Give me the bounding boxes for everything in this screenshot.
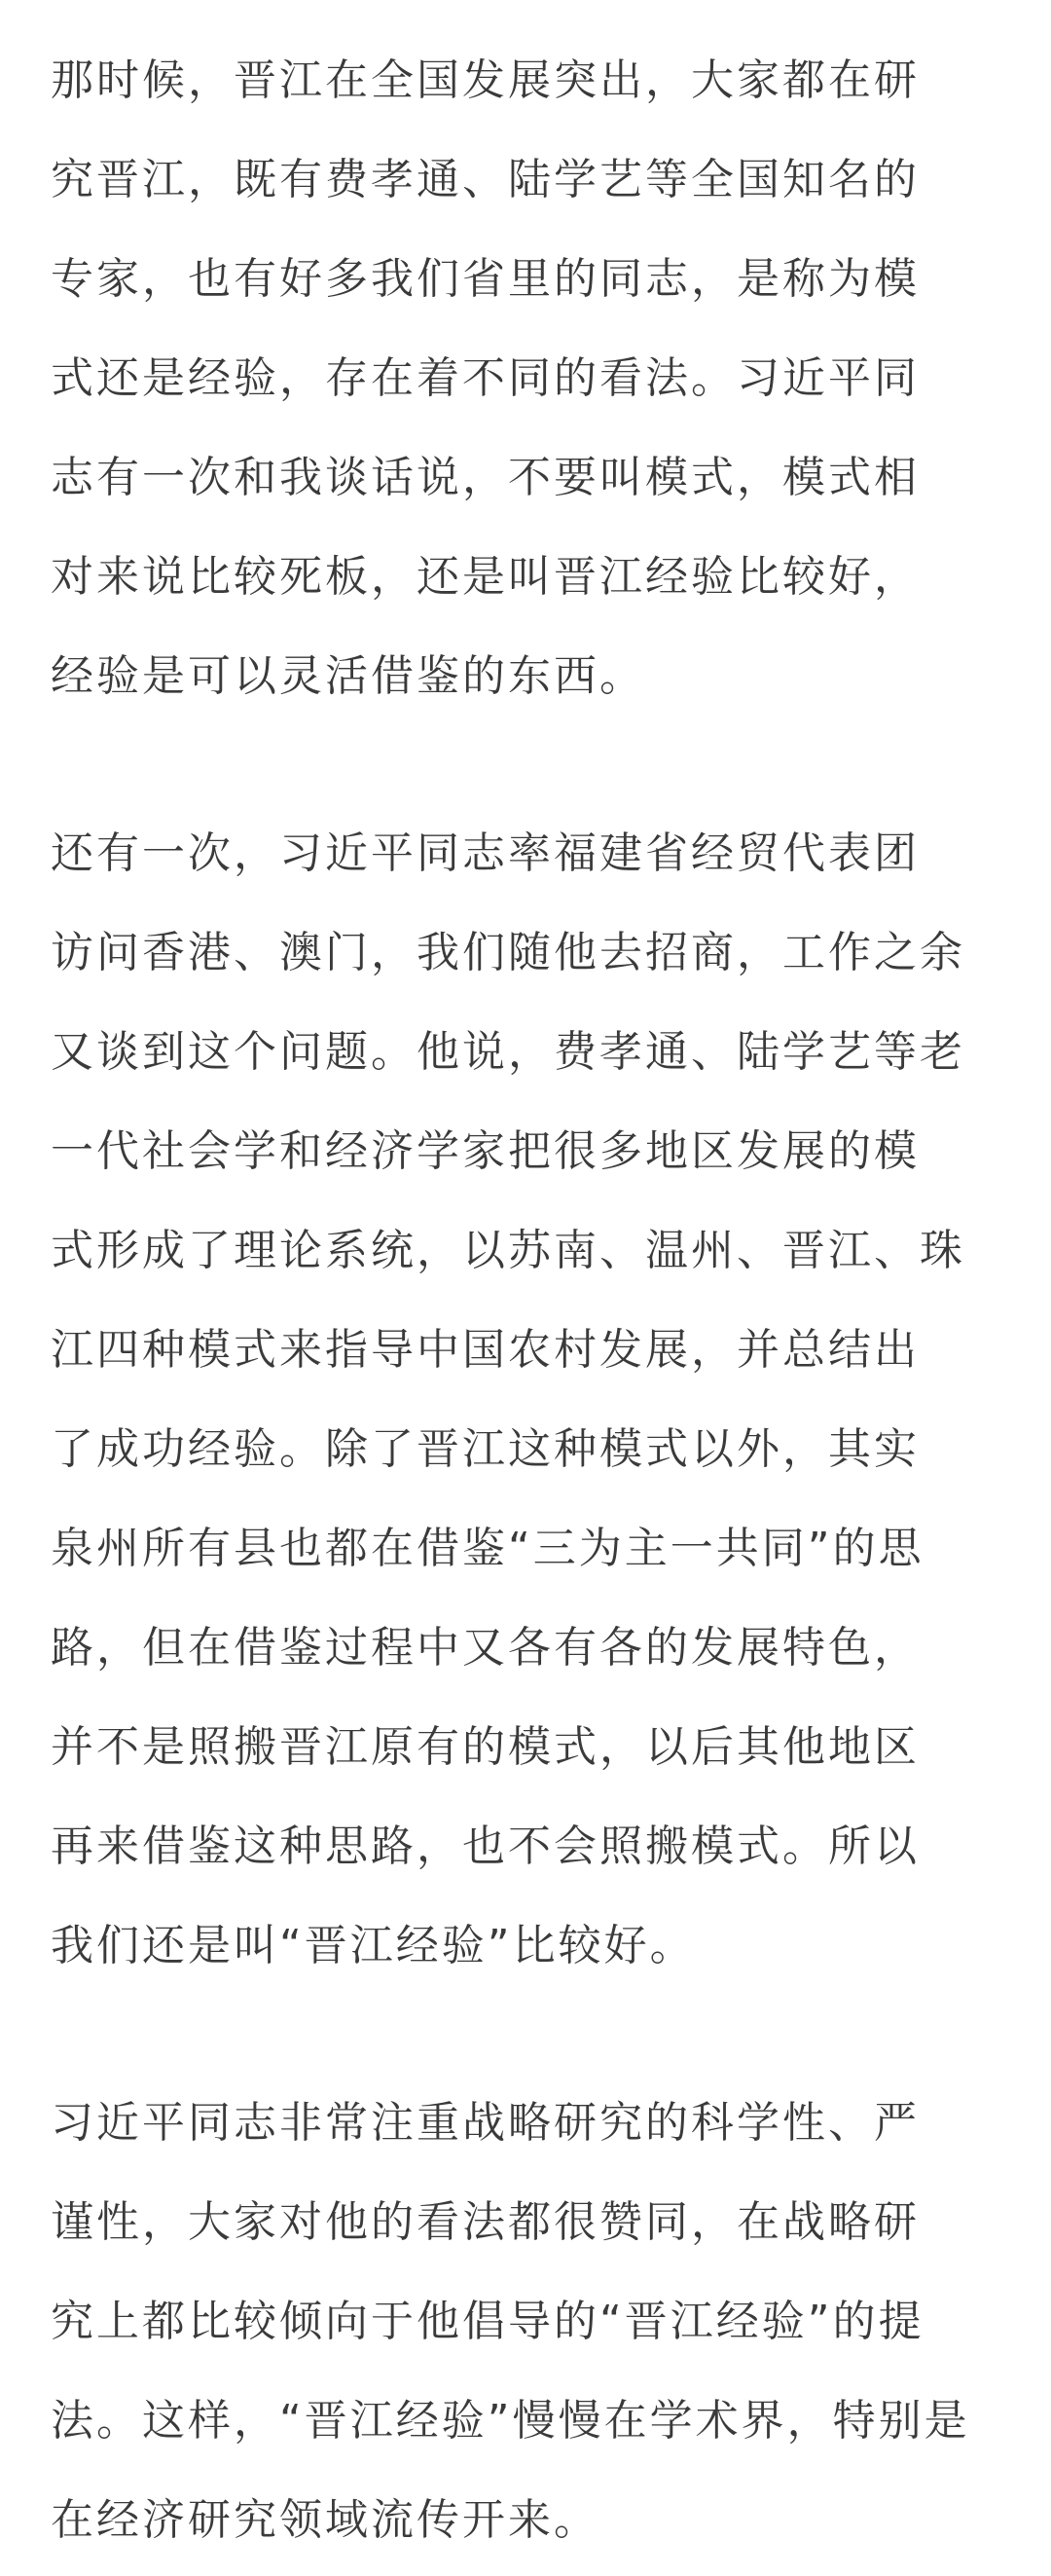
paragraph-2 [51,804,1000,1996]
text-line: 那时候，晋江在全国发展突出，大家都在研 [51,55,920,105]
text-line: 泉州所有县也都在借鉴“三为主一共同”的思 [51,1524,924,1573]
text-line: 我们还是叫“晋江经验”比较好。 [51,1921,696,1970]
text-line: 经验是可以灵活借鉴的东西。 [51,651,645,701]
text-line: 究上都比较倾向于他倡导的“晋江经验”的提 [51,2297,924,2346]
paragraph-1 [51,31,1000,726]
text-line: 一代社会学和经济学家把很多地区发展的模 [51,1126,920,1176]
text-line: 江四种模式来指导中国农村发展，并总结出 [51,1325,920,1375]
text-line: 究晋江，既有费孝通、陆学艺等全国知名的 [51,155,920,204]
text-line: 在经济研究领域流传开来。 [51,2495,599,2545]
text-line: 对来说比较死板，还是叫晋江经验比较好， [51,552,920,602]
text-line: 专家，也有好多我们省里的同志，是称为模 [51,254,920,304]
text-line: 还有一次，习近平同志率福建省经贸代表团 [51,828,920,878]
text-line: 访问香港、澳门，我们随他去招商，工作之余 [51,928,965,977]
text-line: 习近平同志非常注重战略研究的科学性、严 [51,2098,920,2148]
text-line: 路，但在借鉴过程中又各有各的发展特色， [51,1623,920,1673]
text-line: 式还是经验，存在着不同的看法。习近平同 [51,353,920,403]
text-line: 了成功经验。除了晋江这种模式以外，其实 [51,1424,920,1474]
text-line: 再来借鉴这种思路，也不会照搬模式。所以 [51,1822,920,1871]
text-line: 法。这样，“晋江经验”慢慢在学术界，特别是 [51,2396,970,2446]
text-line: 又谈到这个问题。他说，费孝通、陆学艺等老 [51,1027,965,1077]
text-line: 志有一次和我谈话说，不要叫模式，模式相 [51,453,920,502]
text-line: 谨性，大家对他的看法都很赞同，在战略研 [51,2197,920,2247]
text-line: 式形成了理论系统，以苏南、温州、晋江、珠 [51,1226,965,1275]
paragraph-3 [51,2074,1000,2570]
text-line: 并不是照搬晋江原有的模式，以后其他地区 [51,1722,920,1772]
